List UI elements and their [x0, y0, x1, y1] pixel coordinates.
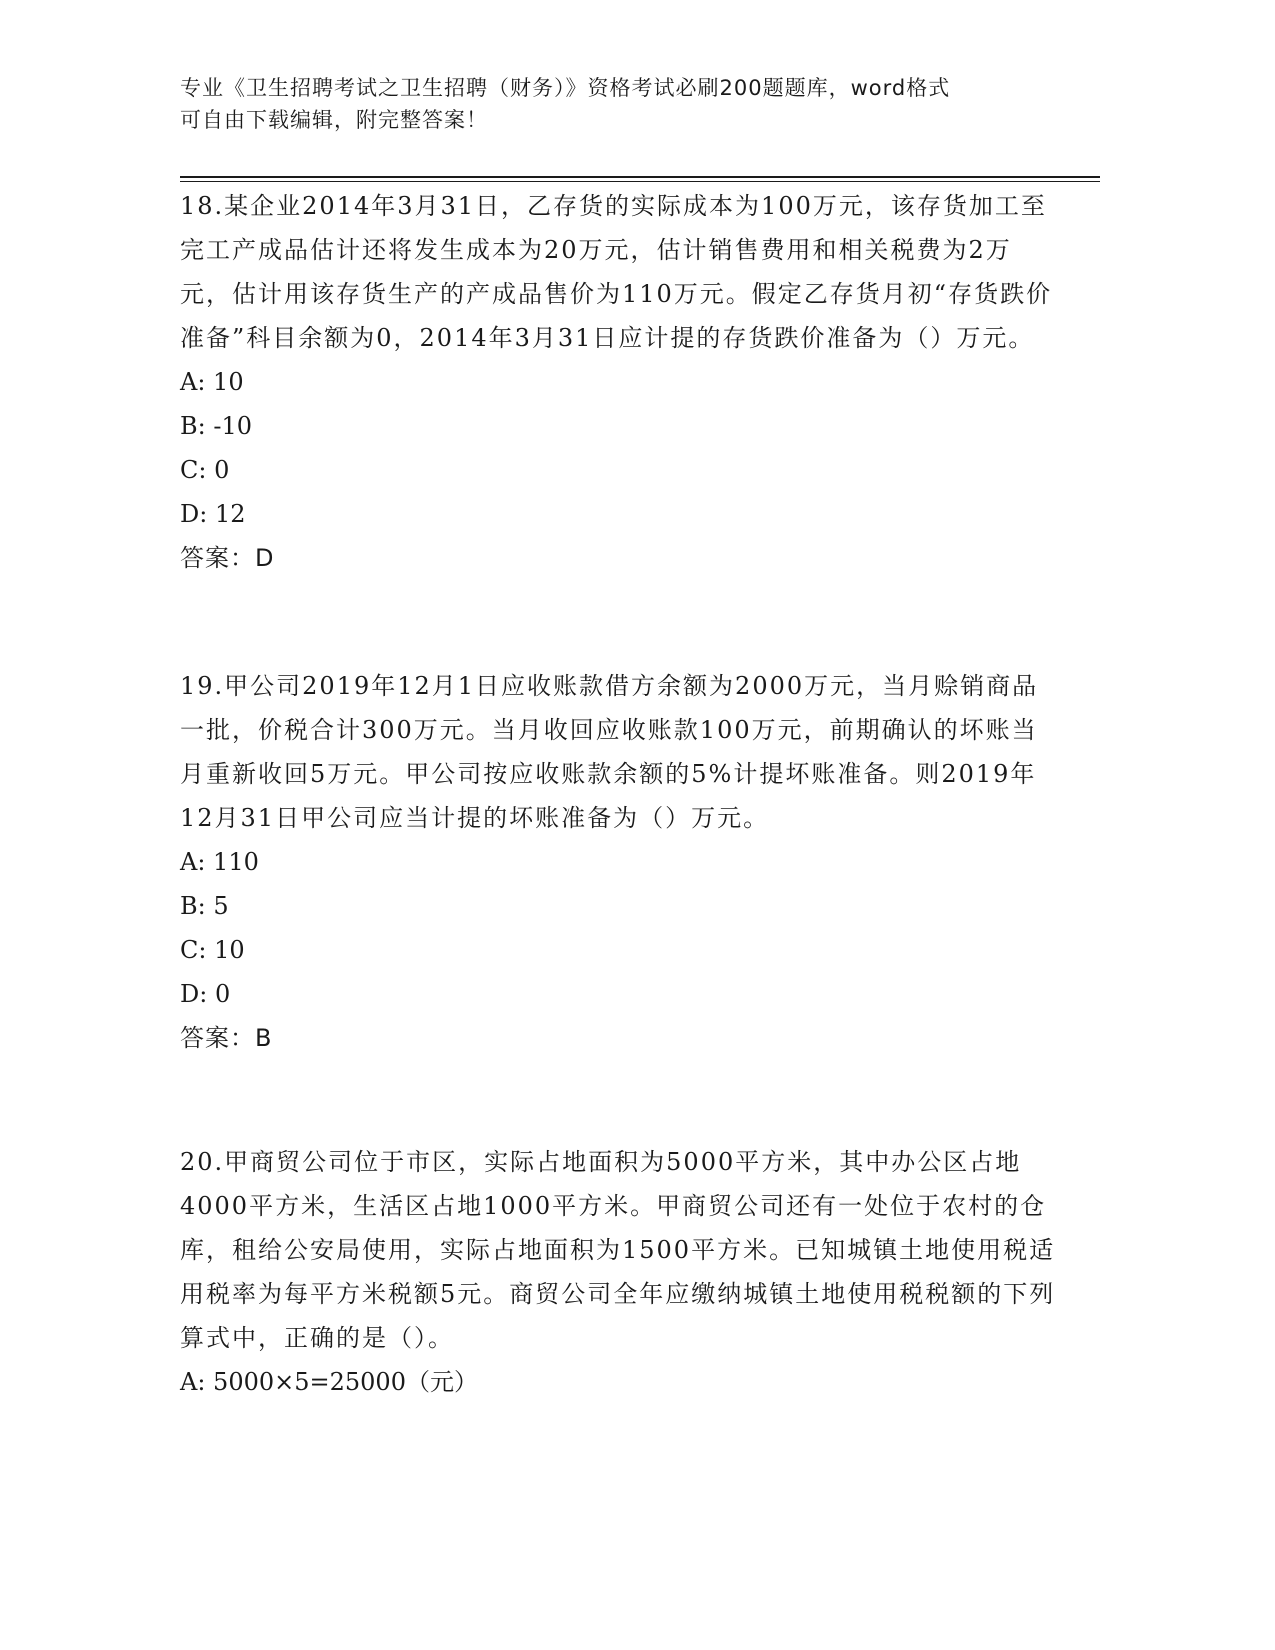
document-header	[180, 72, 1060, 136]
question-stem: 19.甲公司2019年12月1日应收账款借方余额为2000万元，当月赊销商品一批，价税合计300万元。当月收回应收账款100万元，前期确认的坏账当月重新收回5万元。甲公司按应收账款余额的5%计提坏账准备。则2019年12月31日甲公司应当计提的坏账准备为（）万元。	[180, 672, 1039, 832]
option-a: A: 10	[180, 368, 244, 396]
question-stem: 20.甲商贸公司位于市区，实际占地面积为5000平方米，其中办公区占地4000平方米，生活区占地1000平方米。甲商贸公司还有一处位于农村的仓库，租给公安局使用，实际占地面积为1500平方米。已知城镇土地使用税适用税率为每平方米税额5元。商贸公司全年应缴纳城镇土地使用税税额的下列算式中，正确的是（）。	[180, 1148, 1056, 1352]
question-19	[180, 664, 1060, 1060]
question-18	[180, 184, 1060, 580]
option-c: C: 0	[180, 456, 230, 484]
header-line-2: 可自由下载编辑，附完整答案！	[180, 108, 488, 132]
option-a: A: 110	[180, 848, 259, 876]
answer-line: 答案：D	[180, 544, 275, 572]
option-d: D: 12	[180, 500, 246, 528]
header-line-1: 专业《卫生招聘考试之卫生招聘（财务）》资格考试必刷200题题库，word格式	[180, 76, 951, 100]
header-divider-thick	[180, 176, 1100, 178]
option-b: B: -10	[180, 412, 252, 440]
option-d: D: 0	[180, 980, 231, 1008]
option-c: C: 10	[180, 936, 245, 964]
option-b: B: 5	[180, 892, 229, 920]
question-20	[180, 1140, 1060, 1404]
answer-line: 答案：B	[180, 1024, 273, 1052]
option-a: A: 5000×5=25000（元）	[180, 1368, 478, 1396]
header-divider-thin	[180, 181, 1100, 182]
question-stem: 18.某企业2014年3月31日，乙存货的实际成本为100万元，该存货加工至完工产成品估计还将发生成本为20万元，估计销售费用和相关税费为2万元，估计用该存货生产的产成品售价为110万元。假定乙存货月初“存货跌价准备”科目余额为0，2014年3月31日应计提的存货跌价准备为（）万元。	[180, 192, 1053, 352]
